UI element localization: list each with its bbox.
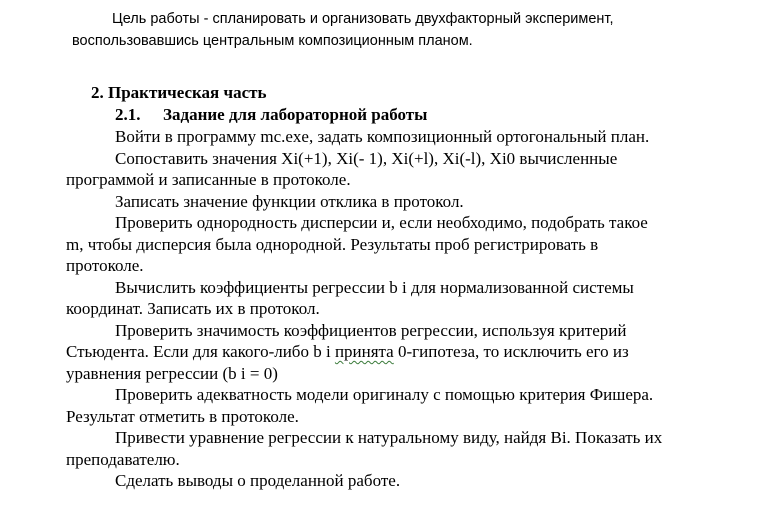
intro-line-1: Цель работы - спланировать и организовать двухфакторный эксперимент, [112, 11, 614, 27]
text-line-12: уравнения регрессии (b i = 0) [66, 364, 278, 383]
text-line-2: Сопоставить значения Xi(+1), Xi(- 1), Xi(+l), Xi(-l), Xi0 вычисленные [115, 149, 618, 168]
section-heading [91, 82, 266, 104]
text-line-5: Проверить однородность дисперсии и, если необходимо, подобрать такое [115, 213, 648, 232]
text-line-10: Проверить значимость коэффициентов регрессии, используя критерий [115, 321, 627, 340]
intro-line-2: воспользовавшись центральным композиционным планом. [72, 33, 473, 49]
text-line-1: Войти в программу mc.exe, задать композиционный ортогональный план. [115, 127, 650, 146]
text-line-16: преподавателю. [66, 450, 180, 469]
subsection-number: 2.1. [115, 105, 141, 124]
text-line-9: координат. Записать их в протокол. [66, 299, 320, 318]
text-line-11-start: Стьюдента. Если для какого-либо b i [66, 342, 335, 361]
text-line-11-end: 0-гипотеза, то исключить его из [393, 342, 629, 361]
text-line-17: Сделать выводы о проделанной работе. [115, 471, 401, 490]
text-line-8: Вычислить коэффициенты регрессии b i для нормализованной системы [115, 278, 634, 297]
subsection-title: Задание для лабораторной работы [163, 105, 428, 124]
text-line-6: m, чтобы дисперсия была однородной. Результаты проб регистрировать в [66, 235, 599, 254]
text-line-14: Результат отметить в протоколе. [66, 407, 299, 426]
text-line-11 [66, 341, 629, 363]
subsection-heading [115, 104, 427, 126]
text-line-4: Записать значение функции отклика в протокол. [115, 192, 464, 211]
spellcheck-underlined-word: принята [334, 342, 394, 361]
section-title: Практическая часть [108, 83, 267, 102]
text-line-7: протоколе. [66, 256, 144, 275]
text-line-3: программой и записанные в протоколе. [66, 170, 351, 189]
section-number: 2. [91, 83, 104, 102]
text-line-13: Проверить адекватность модели оригиналу с помощью критерия Фишера. [115, 385, 654, 404]
text-line-15: Привести уравнение регрессии к натуральному виду, найдя Bi. Показать их [115, 428, 663, 447]
